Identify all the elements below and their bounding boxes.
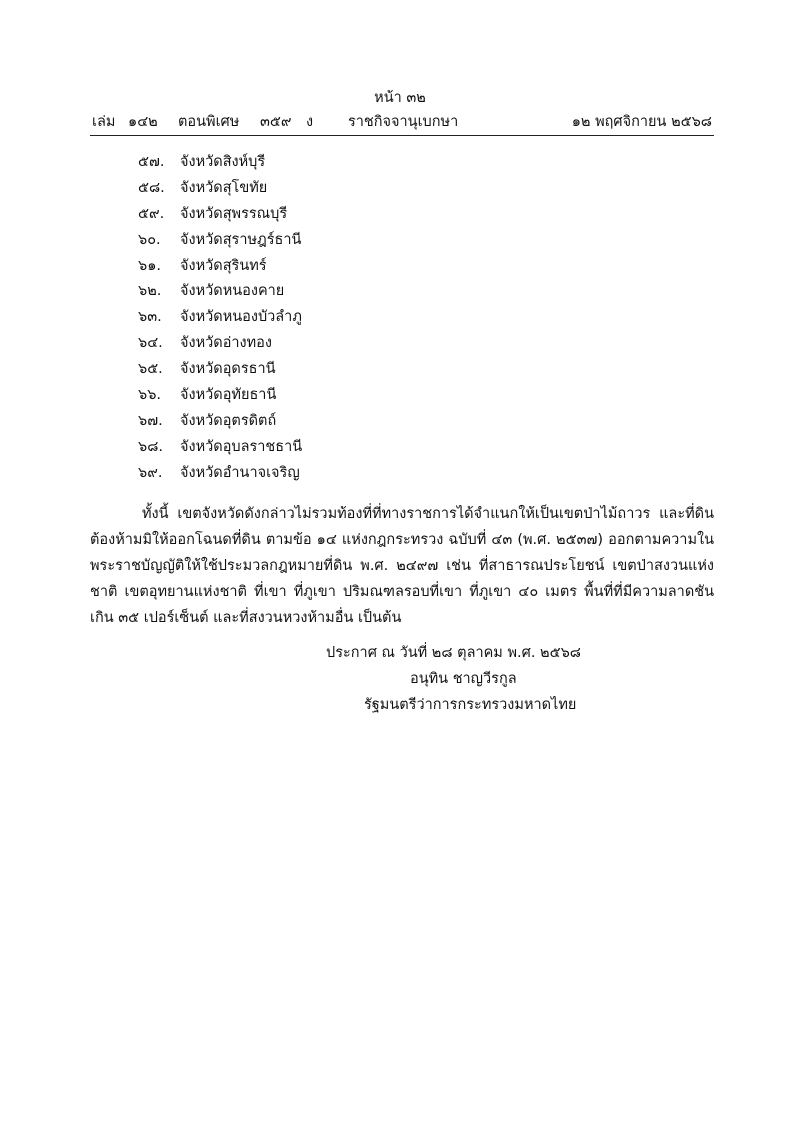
province-name: จังหวัดอ่างทอง — [180, 335, 272, 352]
province-item — [138, 279, 302, 305]
gazette-header — [92, 110, 712, 132]
issue-label: ตอนพิเศษ — [178, 114, 240, 130]
province-item — [138, 176, 302, 202]
province-number: ๖๘. — [138, 438, 163, 455]
province-name: จังหวัดสุราษฎร์ธานี — [180, 231, 302, 248]
page-number: หน้า ๓๒ — [374, 90, 426, 106]
announcement-date: ประกาศ ณ วันที่ ๒๘ ตุลาคม พ.ศ. ๒๕๖๘ — [326, 645, 581, 661]
signatory-title: รัฐมนตรีว่าการกระทรวงมหาดไทย — [364, 697, 577, 713]
province-number: ๖๔. — [138, 335, 163, 352]
province-name: จังหวัดสุรินทร์ — [180, 257, 267, 274]
province-item — [138, 150, 302, 176]
province-number: ๖๕. — [138, 361, 163, 378]
volume-number: ๑๔๒ — [128, 114, 158, 130]
header-rule — [90, 135, 714, 136]
province-list — [138, 150, 302, 487]
province-item — [138, 305, 302, 331]
province-item — [138, 228, 302, 254]
province-item — [138, 331, 302, 357]
gazette-name: ราชกิจจานุเบกษา — [348, 114, 459, 130]
province-item — [138, 357, 302, 383]
section-letter: ง — [306, 114, 314, 130]
province-item — [138, 435, 302, 461]
issue-number: ๓๕๙ — [260, 114, 292, 130]
province-name: จังหวัดสิงห์บุรี — [180, 154, 266, 170]
province-item — [138, 461, 302, 487]
province-item — [138, 202, 302, 228]
province-name: จังหวัดสุพรรณบุรี — [180, 205, 288, 222]
province-item — [138, 254, 302, 280]
province-number: ๕๙. — [138, 205, 165, 222]
province-item — [138, 409, 302, 435]
province-number: ๖๑. — [138, 257, 162, 274]
province-name: จังหวัดหนองบัวลำภู — [180, 309, 302, 326]
province-name: จังหวัดอุตรดิตถ์ — [180, 412, 277, 429]
body-paragraph: ทั้งนี้ เขตจังหวัดดังกล่าวไม่รวมท้องที่ที่ทางราชการได้จำแนกให้เป็นเขตป่าไม้ถาวร และที่ดินต้องห้ามมิให้ออกโฉนดที่ดิน ตามข้อ ๑๔ แห่งกฎกระทรวง ฉบับที่ ๔๓ (พ.ศ. ๒๕๓๗) ออกตามความในพระราชบัญญัติให้ใช้ประมวลกฎหมายที่ดิน พ.ศ. ๒๔๙๗ เช่น ที่สาธารณประโยชน์ เขตป่าสงวนแห่งชาติ เขตอุทยานแห่งชาติ ที่เขา ที่ภูเขา ปริมณฑลรอบที่เขา ที่ภูเขา ๔๐ เมตร พื้นที่ที่มีความลาดชันเกิน ๓๕ เปอร์เซ็นต์ และที่สงวนหวงห้ามอื่น เป็นต้น — [90, 505, 714, 626]
province-name: จังหวัดอุบลราชธานี — [180, 438, 303, 455]
province-number: ๖๒. — [138, 283, 162, 300]
province-item — [138, 383, 302, 409]
province-number: ๖๖. — [138, 387, 162, 404]
province-number: ๖๗. — [138, 412, 163, 429]
province-name: จังหวัดสุโขทัย — [180, 179, 268, 196]
volume-label: เล่ม — [92, 114, 116, 130]
signatory-name: อนุทิน ชาญวีรกูล — [410, 671, 517, 687]
province-name: จังหวัดหนองคาย — [180, 283, 285, 300]
province-number: ๕๘. — [138, 179, 165, 196]
province-number: ๕๗. — [138, 154, 165, 170]
signature-block — [326, 640, 581, 718]
province-name: จังหวัดอำนาจเจริญ — [180, 464, 300, 481]
province-name: จังหวัดอุดรธานี — [180, 361, 276, 378]
province-number: ๖๐. — [138, 231, 161, 248]
province-number: ๖๙. — [138, 464, 163, 481]
province-name: จังหวัดอุทัยธานี — [180, 387, 277, 404]
province-number: ๖๓. — [138, 309, 162, 326]
issue-date: ๑๒ พฤศจิกายน ๒๕๖๘ — [571, 114, 712, 130]
